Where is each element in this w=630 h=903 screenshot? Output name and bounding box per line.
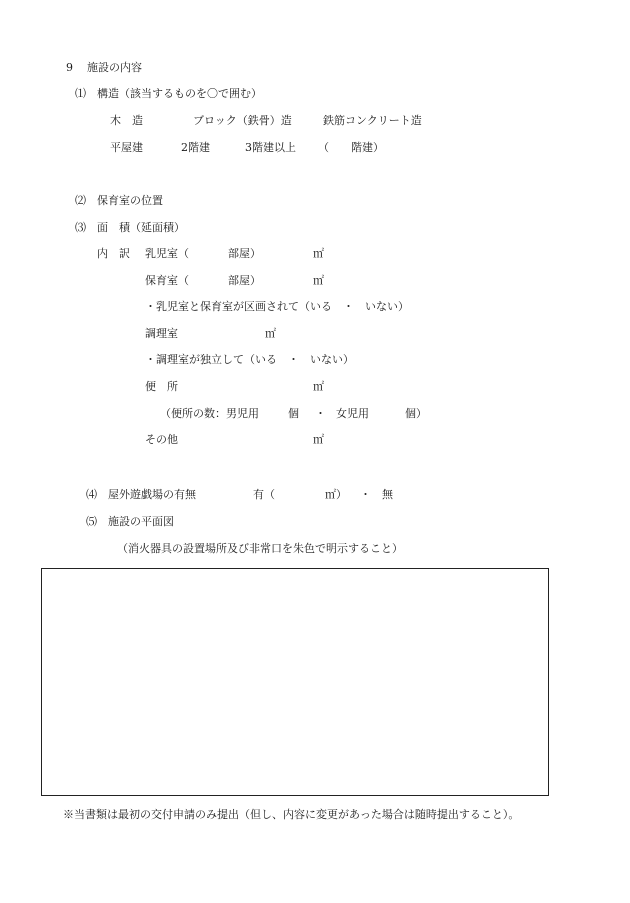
toilet-count-prefix: （便所の数：男児用	[160, 407, 259, 420]
floor-plan-box	[41, 568, 549, 796]
section-number: 9	[66, 61, 73, 74]
section-title: 施設の内容	[87, 61, 142, 74]
other-name: その他	[145, 433, 178, 446]
floor-single: 平屋建	[110, 141, 143, 154]
infant-room-name: 乳児室（	[145, 247, 189, 260]
toilet-name: 便 所	[145, 380, 178, 393]
area-label: ⑶ 面 積（延面積）	[75, 221, 185, 234]
playground-label: ⑷ 屋外遊戯場の有無	[86, 488, 196, 501]
nursery-room-name: 保育室（	[145, 274, 189, 287]
other-unit: ㎡	[313, 433, 324, 446]
nursery-room-rooms: 部屋）	[228, 274, 261, 287]
footnote: ※当書類は最初の交付申請のみ提出（但し、内容に変更があった場合は随時提出すること）。	[63, 808, 520, 821]
floor-plan-note: （消火器具の設置場所及び非常口を朱色で明示すること）	[117, 542, 403, 555]
partition-question: ・乳児室と保育室が区画されて（いる ・ いない）	[145, 300, 409, 313]
infant-room-unit: ㎡	[313, 247, 324, 260]
toilet-unit: ㎡	[313, 380, 324, 393]
kitchen-independent-question: ・調理室が独立して（いる ・ いない）	[145, 353, 354, 366]
nursery-room-unit: ㎡	[313, 274, 324, 287]
floor-three-plus: 3階建以上	[245, 141, 296, 154]
toilet-girls-unit: 個）	[405, 407, 427, 420]
structure-label: ⑴ 構造（該当するものを〇で囲む）	[75, 87, 262, 100]
material-block: ブロック（鉄骨）造	[193, 114, 292, 127]
material-concrete: 鉄筋コンクリート造	[323, 114, 422, 127]
floor-plan-label: ⑸ 施設の平面図	[86, 515, 174, 528]
playground-unit: ㎡）	[325, 488, 347, 501]
toilet-separator: ・	[315, 407, 326, 420]
toilet-boys-unit: 個	[288, 407, 299, 420]
playground-yes: 有（	[253, 488, 275, 501]
material-wood: 木 造	[110, 114, 143, 127]
playground-no: 無	[382, 488, 393, 501]
playground-separator: ・	[360, 488, 371, 501]
toilet-girls-label: 女児用	[336, 407, 369, 420]
floor-two: 2階建	[181, 141, 210, 154]
kitchen-name: 調理室	[145, 327, 178, 340]
infant-room-rooms: 部屋）	[228, 247, 261, 260]
nursery-position-label: ⑵ 保育室の位置	[75, 194, 163, 207]
floor-custom: （ 階建）	[318, 141, 384, 154]
breakdown-label: 内 訳	[97, 247, 130, 260]
kitchen-unit: ㎡	[265, 327, 276, 340]
